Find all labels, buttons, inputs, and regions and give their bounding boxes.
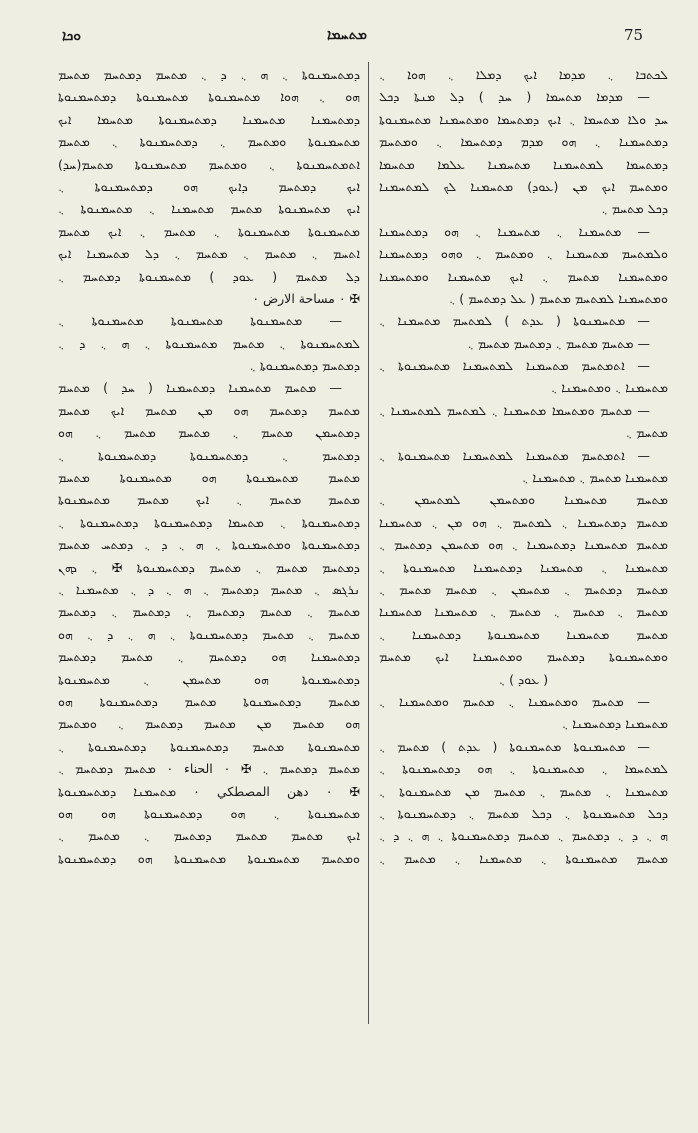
text-line: — ܡܬܚܡ ܡܬܚܡ ܆ ܕܡܬܚܡ ܡܬܚܡ ܆ <box>467 335 650 351</box>
text-column-right <box>379 64 668 1018</box>
text-line: ܕܡܬܚܡܢ ܡܬܚܡ ܆ ܡܬܚܡ ܡܬܚܡ ܆ ܗܘ <box>58 425 360 441</box>
text-line: ܘܡܬܚܡ ܐܝܟ ܡܢ (ܥܘܕ) ܡܬܚܡܢܐ ܠܟ ܠܡܬܚܡܢܐ <box>379 178 668 194</box>
text-line: ܡܬܚܡ ܡܬܚܡܢܘܬܐ ܆ ܡܬܚܡܢܐ ܆ ܡܬܚܡ ܆ <box>379 850 668 866</box>
text-line: ܡܬܚܡ ܆ ܡܬܚܡ ܕܡܬܚܡܢܘܬܐ ܆ ܗ ܆ ܕ ܆ ܗܘ <box>58 626 360 642</box>
page-header <box>0 0 698 60</box>
text-line: ܘܠܡܬܚܡ ܡܬܚܡܢܐ ܆ ܘܡܬܚܡ ܆ ܘܗܘ ܕܡܬܚܡܢܐ <box>379 246 668 262</box>
text-line: ܡܬܚܡܢܘܬܐ ܡܬܚܡ ܕܡܬܚܡܢܘܬܐ ܕܡܬܚܡܢܘܬܐ ܆ <box>58 738 360 754</box>
text-line: ܐܝܟ ܡܬܚܡ ܡܬܚܡ ܕܡܬܚܡ ܆ ܡܬܚܡ ܆ <box>58 828 360 844</box>
text-line: ܕܡܬܚܡܢܐ ܡܬܚܡܢܐ ܕܡܬܚܡܢܘܬܐ ܡܬܚܡܐ ܐܝܟ <box>58 111 360 127</box>
text-line: ܡܬܚܡܢܘܬܐ ܡܬܚܡܢܘܬܐ ܆ ܡܬܚܡ ܆ ܐܝܟ ܡܬܚܡ <box>58 223 360 239</box>
text-line: ܘܡܬܚܡܢܘܬܐ ܕܡܬܚܡ ܘܡܬܚܡܢܐ ܐܝܟ ܡܬܚܡ <box>379 649 668 665</box>
text-line: ✠ ٠ دهن المصطكي ٠ ܡܬܚܡܢܐ ܕܡܬܚܡܢܘܬܐ <box>58 783 360 799</box>
text-line: ܡܬܚܡ ܕܡܬܚܡ ܆ ✠ ٠ الحناء ٠ ܡܬܚܡ ܕܡܬܚܡ ܆ <box>58 761 360 777</box>
text-line: ܡܬܚܡܢܘܬܐ ܆ ܗܘ ܕܡܬܚܡܢܘܬܐ ܗܘ ܗܘ <box>58 805 360 821</box>
text-line: ܘܡܬܚܡ ܡܬܚܡܢܘܬܐ ܡܬܚܡܢܘܬܐ ܗܘ ܕܡܬܚܡܢܘܬܐ <box>58 850 360 866</box>
text-line: ܘܡܬܚܡܢܐ ܠܡܬܚܡ ܡܬܚܡ ( ܥܠ ܕܡܬܚܡ ) ܆ <box>449 290 668 306</box>
text-line: ܡܬܚܡ ܕܡܬܚܡܢܘܬܐ ܡܬܚܡ ܕܡܬܚܡܢܘܬܐ ܗܘ <box>58 693 360 709</box>
text-line: — ܡܬܚܡܢܘܬܐ ܡܬܚܡܢܘܬܐ ܡܬܚܡܢܘܬܐ ܆ <box>58 313 342 329</box>
text-line: ܡܬܚܡ ܆ ܡܬܚܡ ܕܡܬܚܡ ܆ ܕܡܬܚܡ ܆ ܕܡܬܚܡ <box>58 604 360 620</box>
running-head-left: ܘܟܐ <box>62 28 82 44</box>
text-line: ܕܡܬܚܡܢܘܬܐ ܗܘ ܡܬܚܡܢ ܆ ܡܬܚܡܢܘܬܐ <box>58 671 360 687</box>
text-line: ܡܬܚܡ ܕܡܬܚܡ ܗܘ ܡܢ ܡܬܚܡ ܐܝܟ ܡܬܚܡ <box>58 402 360 418</box>
column-divider <box>368 62 369 1024</box>
text-line: ܠܡܬܚܡܢܘܬܐ ܆ ܡܬܚܡ ܡܬܚܡܢܘܬܐ ܆ ܗ ܆ ܕ ܆ <box>58 335 360 351</box>
text-line: — ܡܕܡܐ ܡܬܚܡܐ ( ܚܕ ) ܕܠ ܡܢܬܐ ܕܟܠ <box>379 89 650 105</box>
text-line: ( ܥܘܕ ) ܆ <box>498 671 549 687</box>
text-line: ܕܡܬܚܡܐ ܠܡܬܚܡܢܐ ܡܬܚܡܢܐ ܥܠܡܐ ܡܬܚܡܐ <box>379 156 668 172</box>
text-line: — ܡܬܚܡܢܘܬܐ ( ܥܕܬ ) ܠܡܬܚܡ ܡܬܚܡܢܐ ܆ <box>379 313 650 329</box>
text-line: ܢܪܓܣ ܆ ܡܬܚܡ ܕܡܬܚܡ ܆ ܗ ܆ ܕ ܆ ܡܬܚܡܢܐ ܆ <box>58 581 360 597</box>
text-line: ܡܬܚܡܢܘܬܐ ܘܡܬܚܡ ܆ ܕܡܬܚܡܢܘܬܐ ܆ ܡܬܚܡ <box>58 134 360 150</box>
text-line: ܗ ܆ ܕ ܆ ܕܡܬܚܡ ܆ ܡܬܚܡ ܕܡܬܚܡܢܘܬܐ ܆ ܗ ܆ ܕ ܆ <box>379 828 668 844</box>
text-line: ܡܬܚܡ ܡܬܚܡ ܆ ܐܝܟ ܡܬܚܡ ܡܬܚܡܢܘܬܐ <box>58 492 360 508</box>
text-line: ܕܡܬܚܡܢܘܬܐ ܆ ܗ ܆ ܕ ܆ ܡܬܚܡ ܕܡܬܚܡ ܡܬܚܡ <box>58 67 360 82</box>
text-line: ܠܟܬܒܐ ܆ ܡܕܡܐ ܐܝܟ ܕܡܠܐ ܆ ܗܘܐ ܆ <box>379 67 668 82</box>
text-line: ܡܬܚܡܢܐ ܆ ܡܬܚܡ ܆ ܡܬܚܡ ܡܢ ܡܬܚܡܢܘܬܐ ܆ <box>379 783 668 799</box>
text-line: — ܐܬܡܬܚܡ ܡܬܚܡܢܐ ܠܡܬܚܡܢܐ ܡܬܚܡܢܘܬܐ ܆ <box>379 447 650 463</box>
text-line: ܗܘ ܡܬܚܡ ܡܢ ܡܬܚܡ ܕܡܬܚܡ ܆ ܘܡܬܚܡ <box>58 716 360 732</box>
text-line: ܐܝܟ ܡܬܚܡܢܘܬܐ ܡܬܚܡ ܡܬܚܡܢܐ ܆ ܡܬܚܡܢܘܬܐ ܆ <box>58 201 360 217</box>
text-line: ܕܡܬܚܡܢܘܬܐ ܆ ܡܬܚܡܐ ܕܡܬܚܡܢܘܬܐ ܕܡܬܚܡܢܘܬܐ ܆ <box>58 514 360 530</box>
text-line: ܡܬܚܡ ܕܡܬܚܡ ܆ ܡܬܚܡܢ ܆ ܡܬܚܡ ܡܬܚܡ ܆ <box>379 581 668 597</box>
text-line: ܕܟܠ ܡܬܚܡܢܘܬܐ ܆ ܕܟܠ ܡܬܚܡ ܆ ܕܡܬܚܡܢܘܬܐ ܆ <box>379 805 668 821</box>
text-line: ܡܬܚܡ ܡܬܚܡܢܐ ܕܡܬܚܡܢܐ ܆ ܗܘ ܡܬܚܡܢ ܕܡܬܚܡ ܆ <box>379 537 668 553</box>
text-line: ܐܬܚܡ ܆ ܡܬܚܡ ܆ ܡܬܚܡ ܆ ܕܠ ܡܬܚܡܢܐ ܐܝܟ <box>58 246 360 262</box>
text-line: ܡܬܚܡ ܆ <box>625 425 668 441</box>
text-line: ܕܡܬܚܡ ܡܬܚܡ ܆ ܡܬܚܡ ܕܡܬܚܡܢܘܬܐ ✠ ܆ ܕܗܢ <box>58 559 360 575</box>
text-line: ܠܡܬܚܡܐ ܆ ܡܬܚܡܢܘܬܐ ܆ ܗܘ ܕܡܬܚܡܢܘܬܐ ܆ <box>379 761 668 777</box>
text-line: ܡܬܚܡ ܡܬܚܡܢܐ ܘܡܬܚܡܢ ܠܡܬܚܡܢ ܆ <box>379 492 668 508</box>
text-line: ܡܬܚܡ ܡܬܚܡܢܐ ܡܬܚܡܢܘܬܐ ܕܡܬܚܡܢܐ ܆ <box>379 626 668 642</box>
text-line: ܡܬܚܡ ܡܬܚܡܢܘܬܐ ܗܘ ܡܬܚܡܢܘܬܐ ܡܬܚܡ <box>58 470 360 486</box>
text-line: — ܡܬܚܡ ܘܡܬܚܡܢܐ ܆ ܡܬܚܡ ܘܡܬܚܡܢܐ ܆ <box>379 693 650 709</box>
text-column-left <box>58 64 360 1018</box>
text-line: ܡܬܚܡ ܕܡܬܚܡܢܐ ܆ ܠܡܬܚܡ ܆ ܗܘ ܡܢ ܆ ܡܬܚܡܢܐ <box>379 514 668 530</box>
text-line: ܡܬܚܡܢܐ ܆ ܘܡܬܚܡܢܐ ܆ <box>551 380 668 396</box>
page-number: 75 <box>624 26 644 44</box>
text-line: ܕܡܬܚܡܢܐ ܆ ܗܘ ܡܕܡ ܕܡܬܚܡܐ ܆ ܘܡܬܚܡ <box>379 134 668 150</box>
text-line: ܡܬܚܡܢܐ ܡܬܚܡ ܆ ܡܬܚܡܢܐ ܆ <box>522 470 668 486</box>
text-line: ܘܡܬܚܡܢܐ ܡܬܚܡ ܆ ܐܝܟ ܡܬܚܡܢܐ ܘܡܬܚܡܢܐ <box>379 268 668 284</box>
text-line: ܡܬܚܡܢܐ ܕܡܬܚܡܢܐ ܆ <box>562 716 668 732</box>
text-line: — ܡܬܚܡܢܘܬܐ ܡܬܚܡܢܘܬܐ ( ܥܕܬ ) ܡܬܚܡ ܆ <box>379 738 650 754</box>
text-line: ܕܡܬܚܡ ܕܡܬܚܡܢܘܬܐ ܆ <box>249 358 360 374</box>
text-line: — ܐܬܡܬܚܡ ܡܬܚܡܢܐ ܠܡܬܚܡܢܐ ܡܬܚܡܢܘܬܐ ܆ <box>379 358 650 374</box>
text-line: — ܡܬܚܡ ܡܬܚܡܢܐ ܕܡܬܚܡܢܐ ( ܚܕ ) ܡܬܚܡ <box>58 380 342 396</box>
text-line: ܗܘ ܆ ܗܘܐ ܡܬܚܡܢܘܬܐ ܡܬܚܡܢܘܬܐ ܕܡܬܚܡܢܘܬܐ <box>58 89 360 105</box>
text-line: ܡܬܚܡ ܆ ܡܬܚܡ ܆ ܡܬܚܡ ܆ ܡܬܚܡܢܐ ܡܬܚܡܢܐ <box>379 604 668 620</box>
text-line: ✠ ٠ مساحة الارض ٠ <box>252 290 360 306</box>
text-line: — ܡܬܚܡܢܐ ܆ ܡܬܚܡܢܐ ܆ ܗܘ ܕܡܬܚܡܢܐ <box>379 223 650 239</box>
text-line: ܕܡܬܚܡ ܆ ܕܡܬܚܡܢܘܬܐ ܕܡܬܚܡܢܘܬܐ ܆ <box>58 447 360 463</box>
text-line: ܕܡܬܚܡܢܘܬܐ ܘܡܬܚܡܢܘܬܐ ܆ ܗ ܆ ܕ ܆ ܕܡܬܚ ܡܬܚܡ <box>58 537 360 553</box>
text-line: ܚܕ ܘܠܐ ܡܬܚܡܐ ܆ ܐܝܟ ܕܡܬܚܡܐ ܘܡܬܚܡܢܐ ܡܬܚܡܢܘܬܐ <box>379 111 668 127</box>
text-line: ܐܬܡܬܚܡܢܘܬܐ ܆ ܘܡܬܚܡ ܡܬܚܡܢܘܬܐ ܡܬܚܡ(ܚܕ) <box>58 156 360 172</box>
text-line: ܐܝܟ ܕܡܬܚܡ ܕܐܝܟ ܗܘ ܕܡܬܚܡܢܘܬܐ ܆ <box>58 178 360 194</box>
text-line: ܡܬܚܡܢܐ ܆ ܡܬܚܡܢܐ ܕܡܬܚܡܢܐ ܡܬܚܡܢܘܬܐ ܆ <box>379 559 668 575</box>
text-line: ܕܡܬܚܡܢܐ ܗܘ ܕܡܬܚܡ ܆ ܡܬܚܡ ܕܡܬܚܡ <box>58 649 360 665</box>
text-line: — ܡܬܚܡ ܘܡܬܚܡܐ ܡܬܚܡܢܐ ܆ ܠܡܬܚܡ ܠܡܬܚܡܢܐ ܆ <box>379 402 650 418</box>
text-line: ܕܟܠ ܡܬܚܡ ܆ <box>601 201 668 217</box>
text-line: ܕܠ ܡܬܚܡ ( ܥܘܕ ) ܡܬܚܡܢܘܬܐ ܕܡܬܚܡ ܆ <box>58 268 360 284</box>
running-head-title: ܡܬܚܡܐ <box>327 27 368 43</box>
